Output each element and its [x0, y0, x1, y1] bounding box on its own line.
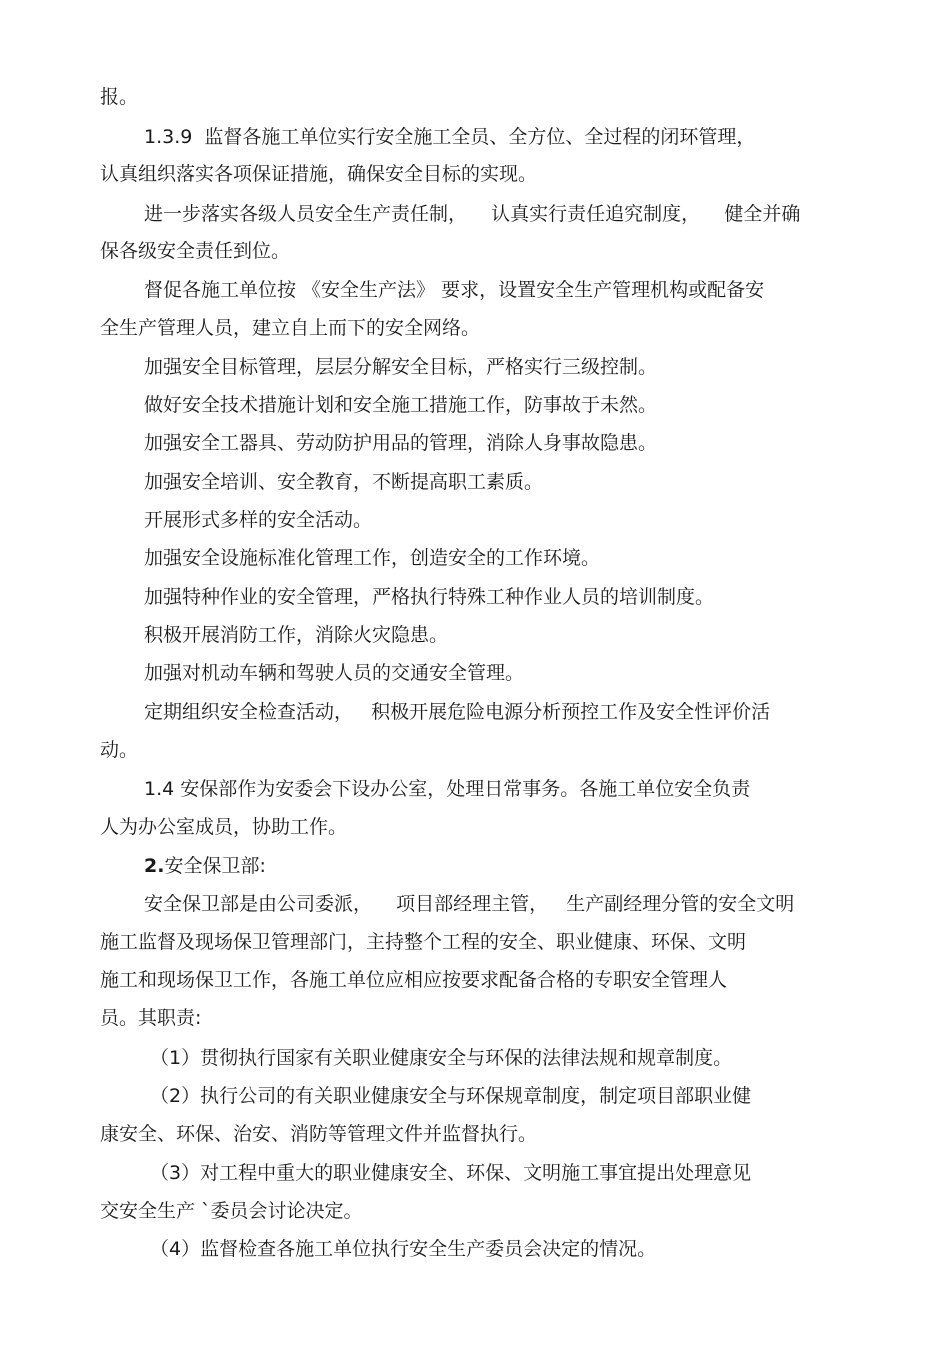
text-line: （4）监督检查各施工单位执行安全生产委员会决定的情况。 [150, 1238, 657, 1260]
text-line: 1.3.9 监督各施工单位实行安全施工全员、全方位、全过程的闭环管理， [144, 126, 756, 148]
text-line: 认真组织落实各项保证措施，确保安全目标的实现。 [100, 163, 538, 185]
text-line: 督促各施工单位按 《安全生产法》 要求，设置安全生产管理机构或配备安 [144, 279, 765, 301]
text-line: 加强安全培训、安全教育，不断提高职工素质。 [144, 471, 544, 493]
text-line: 报。 [100, 86, 139, 108]
text-line: 进一步落实各级人员安全生产责任制， 认真实行责任追究制度， 健全并确 [144, 203, 801, 225]
section-number: 2. [144, 855, 165, 877]
text-line: 人为办公室成员，协助工作。 [100, 816, 348, 838]
text-line: 施工和现场保卫工作，各施工单位应相应按要求配备合格的专职安全管理人 [100, 969, 728, 991]
text-line: 安全保卫部是由公司委派， 项目部经理主管， 生产副经理分管的安全文明 [144, 893, 795, 915]
text-line: （3）对工程中重大的职业健康安全、环保、文明施工事宜提出处理意见 [150, 1162, 752, 1184]
text-line: 加强特种作业的安全管理，严格执行特殊工种作业人员的培训制度。 [144, 586, 715, 608]
text-line: （2）执行公司的有关职业健康安全与环保规章制度，制定项目部职业健 [150, 1085, 752, 1107]
section-heading [144, 853, 266, 879]
text-line: 开展形式多样的安全活动。 [144, 509, 373, 531]
text-line: 做好安全技术措施计划和安全施工措施工作，防事故于未然。 [144, 394, 658, 416]
text-line: 定期组织安全检查活动， 积极开展危险电源分析预控工作及安全性评价活 [144, 701, 771, 723]
text-line: 1.4 安保部作为安委会下设办公室，处理日常事务。各施工单位安全负责 [144, 778, 751, 800]
text-line: 积极开展消防工作，消除火灾隐患。 [144, 624, 449, 646]
section-title: 安全保卫部: [164, 855, 266, 877]
text-line: 加强安全目标管理，层层分解安全目标，严格实行三级控制。 [144, 356, 658, 378]
text-line: （1）贯彻执行国家有关职业健康安全与环保的法律法规和规章制度。 [150, 1047, 733, 1069]
text-line: 加强安全设施标准化管理工作，创造安全的工作环境。 [144, 547, 601, 569]
text-line: 康安全、环保、治安、消防等管理文件并监督执行。 [100, 1123, 538, 1145]
text-line: 加强对机动车辆和驾驶人员的交通安全管理。 [144, 662, 525, 684]
text-line: 加强安全工器具、劳动防护用品的管理，消除人身事故隐患。 [144, 432, 658, 454]
text-line: 施工监督及现场保卫管理部门，主持整个工程的安全、职业健康、环保、文明 [100, 931, 747, 953]
text-line: 动。 [100, 739, 139, 761]
text-line: 全生产管理人员，建立自上而下的安全网络。 [100, 317, 481, 339]
text-line: 员。其职责: [100, 1007, 202, 1029]
text-line: 保各级安全责任到位。 [100, 240, 291, 262]
text-line: 交安全生产 `委员会讨论决定。 [100, 1200, 363, 1222]
